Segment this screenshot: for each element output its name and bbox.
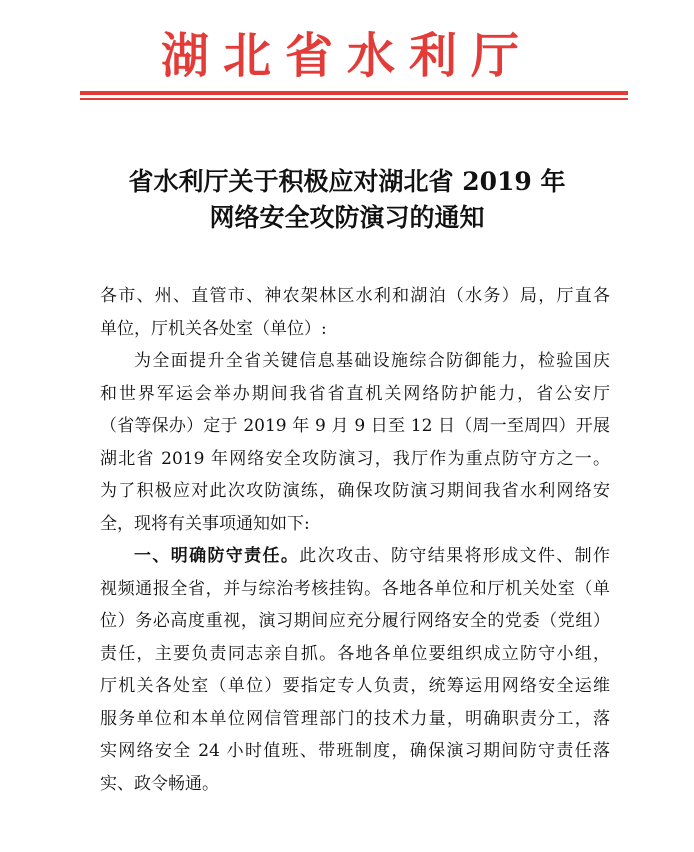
letterhead-red-rule-thick [80,91,628,95]
paragraph1-line-4: 湖北省 2019 年网络安全攻防演习，我厅作为重点防守方之一。 [100,448,610,469]
addressee-line-1: 各市、州、直管市、神农架林区水利和湖泊（水务）局，厅直各 [100,286,610,306]
title-line-2: 网络安全攻防演习的通知 [209,203,485,232]
paragraph1-line-2: 和世界军运会举办期间我省省直机关网络防护能力，省公安厅 [100,383,610,404]
paragraph1-line-5: 为了积极应对此次攻防演练，确保攻防演习期间我省水利网络安 [100,481,610,501]
paragraph1-line-6: 全，现将有关事项通知如下: [100,513,310,534]
document-title [0,164,694,236]
section1-line-7: 实网络安全 24 小时值班、带班制度，确保演习期间防守责任落 [100,741,610,761]
section1-line-1-text: 此次攻击、防守结果将形成文件、制作 [299,546,611,566]
section1-heading: 一、明确防守责任。 [134,546,300,566]
section1-line-6: 服务单位和本单位网信管理部门的技术力量，明确职责分工，落 [100,708,610,729]
document-body [100,280,610,800]
paragraph1-line-1: 为全面提升全省关键信息基础设施综合防御能力，检验国庆 [134,351,610,371]
title-line-1: 省水利厅关于积极应对湖北省 2019 年 [128,167,566,196]
section1-line-8: 实、政令畅通。 [100,773,219,794]
section1-line-1 [100,540,610,573]
addressee-line-2: 单位，厅机关各处室（单位）: [100,318,327,339]
letterhead-org-name: 湖北省水利厅 [160,28,533,84]
letterhead-red-rule-thin [80,98,628,100]
paragraph1-line-3: （省等保办）定于 2019 年 9 月 9 日至 12 日（周一至周四）开展 [100,416,610,436]
section1-line-3: 位）务必高度重视，演习期间应充分履行网络安全的党委（党组） [100,611,610,631]
section1-line-5: 厅机关各处室（单位）要指定专人负责，统筹运用网络安全运维 [100,676,610,696]
section1-line-4: 责任，主要负责同志亲自抓。各地各单位要组织成立防守小组， [100,643,610,664]
section1-line-2: 视频通报全省，并与综治考核挂钩。各地各单位和厅机关处室（单 [100,578,610,599]
